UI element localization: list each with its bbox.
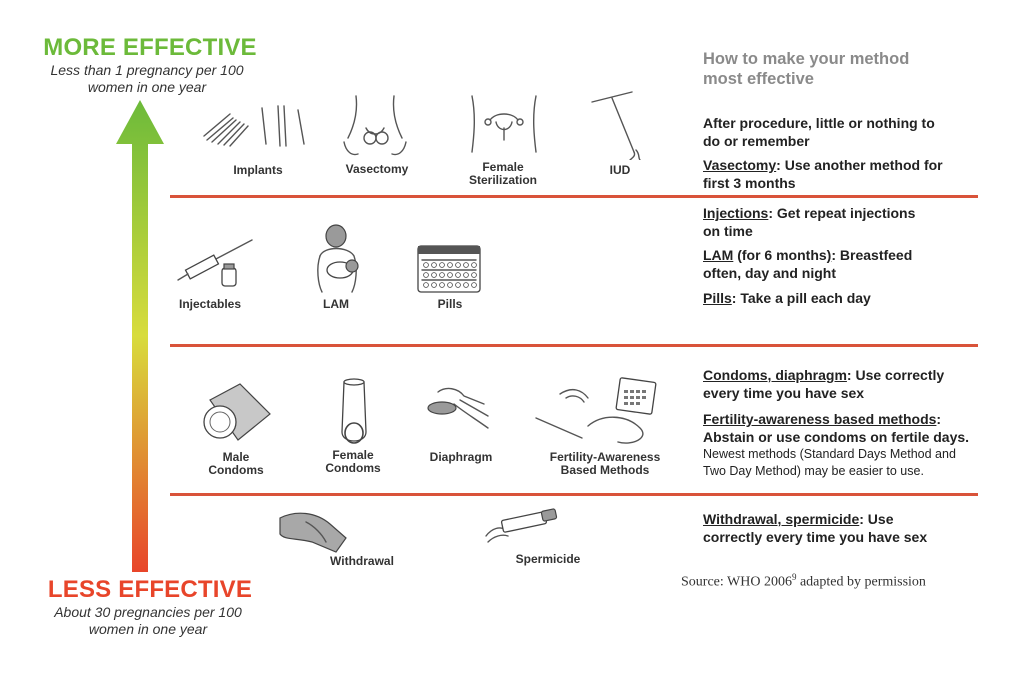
- method-diaphragm: Diaphragm: [429, 450, 493, 464]
- tier3-tip-b: [703, 410, 1003, 446]
- method-spermicide: Spermicide: [515, 552, 581, 566]
- tier-divider-3: [170, 493, 978, 496]
- more-effective-subtitle-line2: women in one year: [87, 79, 207, 95]
- tier1-tip-a-line2: do or remember: [703, 133, 810, 149]
- method-female-condoms-line2: Condoms: [325, 461, 381, 475]
- source-citation: [681, 572, 1001, 591]
- tier2-tip-b: [703, 246, 1003, 282]
- method-vasectomy: Vasectomy: [345, 162, 409, 176]
- tier2-tip-c-term: Pills: [703, 290, 732, 306]
- tier1-tip-b-line2: first 3 months: [703, 175, 796, 191]
- method-female-sterilization-line2: Sterilization: [468, 173, 537, 187]
- method-lam: LAM: [323, 297, 349, 311]
- tier2-tip-c: [703, 289, 1003, 307]
- method-injectables: Injectables: [178, 297, 242, 311]
- tier1-tip-b-rest: : Use another method for: [776, 157, 943, 173]
- source-superscript: 9: [791, 572, 797, 582]
- iud-icon: [586, 88, 646, 160]
- tier2-tip-b-mid: (for 6 months: [733, 247, 827, 263]
- tier3-tip-b-note-line2: Two Day Method) may be easier to use.: [703, 464, 924, 478]
- lam-icon: [306, 222, 368, 294]
- method-male-condoms-line2: Condoms: [208, 463, 264, 477]
- tier4-tip-a-rest: : Use: [859, 511, 894, 527]
- tier1-tip-b-term: Vasectomy: [703, 157, 777, 173]
- tier-divider-2: [170, 344, 978, 347]
- less-effective-subtitle: [36, 604, 260, 638]
- effectiveness-gradient-arrow: [116, 100, 164, 572]
- tier3-tip-a: [703, 366, 1003, 402]
- implants-icon: [200, 100, 310, 158]
- method-female-sterilization: [443, 161, 563, 187]
- tier-divider-1: [170, 195, 978, 198]
- tier3-tip-a-line2: every time you have sex: [703, 385, 865, 401]
- tier3-tip-b-note-line1: Newest methods (Standard Days Method and: [703, 447, 956, 461]
- tier2-tip-a-rest: : Get repeat injections: [768, 205, 916, 221]
- tier3-tip-b-term: Fertility-awareness based methods: [703, 411, 937, 427]
- tier3-tip-b-rest: :: [936, 411, 942, 427]
- tier2-tip-a-term: Injections: [703, 205, 769, 221]
- method-male-condoms-line1: Male: [222, 450, 250, 464]
- diaphragm-icon: [424, 384, 492, 434]
- tier1-tip-a-line1: After procedure, little or nothing to: [703, 115, 935, 131]
- method-fertility-awareness-line2: Based Methods: [560, 463, 650, 477]
- method-male-condoms: [176, 451, 296, 477]
- injectables-icon: [174, 236, 254, 294]
- female-sterilization-icon: [462, 92, 546, 156]
- method-female-condoms-line1: Female: [332, 448, 374, 462]
- withdrawal-icon: [276, 508, 350, 558]
- less-effective-title: LESS EFFECTIVE: [47, 576, 253, 603]
- tier2-tip-b-paren: ): [826, 247, 832, 263]
- male-condom-icon: [196, 380, 272, 444]
- method-fertility-awareness-line1: Fertility-Awareness: [549, 450, 661, 464]
- method-female-sterilization-line1: Female: [482, 160, 524, 174]
- tier2-tip-c-rest: : Take a pill each day: [731, 290, 871, 306]
- source-rest: adapted by permission: [796, 574, 926, 590]
- more-effective-subtitle-line1: Less than 1 pregnancy per 100: [50, 62, 244, 78]
- tier3-tip-a-rest: : Use correctly: [846, 367, 945, 383]
- more-effective-subtitle: [32, 62, 262, 96]
- tier1-tip-a: [703, 114, 1003, 150]
- fertility-awareness-icon: [532, 374, 662, 450]
- tier2-tip-b-term: LAM: [703, 247, 734, 263]
- how-to-title-line1: How to make your method: [703, 50, 910, 68]
- tier4-tip-a: [703, 510, 1003, 546]
- female-condom-icon: [336, 376, 372, 448]
- tier2-tip-a: [703, 204, 1003, 240]
- source-text: Source: WHO 2006: [681, 574, 792, 590]
- tier2-tip-b-rest: : Breastfeed: [831, 247, 913, 263]
- tier2-tip-b-line2: often, day and night: [703, 265, 836, 281]
- spermicide-icon: [484, 506, 560, 548]
- method-implants: Implants: [233, 163, 283, 177]
- how-to-title-line2: most effective: [703, 70, 814, 88]
- tier4-tip-a-line2: correctly every time you have sex: [703, 529, 928, 545]
- method-withdrawal: Withdrawal: [330, 554, 394, 568]
- tier3-tip-a-term: Condoms, diaphragm: [703, 367, 847, 383]
- tier2-tip-a-line2: on time: [703, 223, 753, 239]
- method-iud: IUD: [609, 163, 631, 177]
- tier4-tip-a-term: Withdrawal, spermicide: [703, 511, 860, 527]
- less-effective-subtitle-line2: women in one year: [88, 621, 208, 637]
- tier1-tip-b: [703, 156, 1003, 192]
- tier3-tip-b-line2: Abstain or use condoms on fertile days.: [703, 429, 970, 445]
- method-female-condoms: [293, 449, 413, 475]
- tier3-tip-b-note: [703, 446, 1003, 480]
- more-effective-title: MORE EFFECTIVE: [43, 34, 257, 61]
- less-effective-subtitle-line1: About 30 pregnancies per 100: [54, 604, 242, 620]
- method-fertility-awareness: [545, 451, 665, 477]
- how-to-title: [703, 49, 1003, 89]
- pills-icon: [416, 244, 482, 294]
- vasectomy-icon: [336, 92, 416, 160]
- method-pills: Pills: [437, 297, 463, 311]
